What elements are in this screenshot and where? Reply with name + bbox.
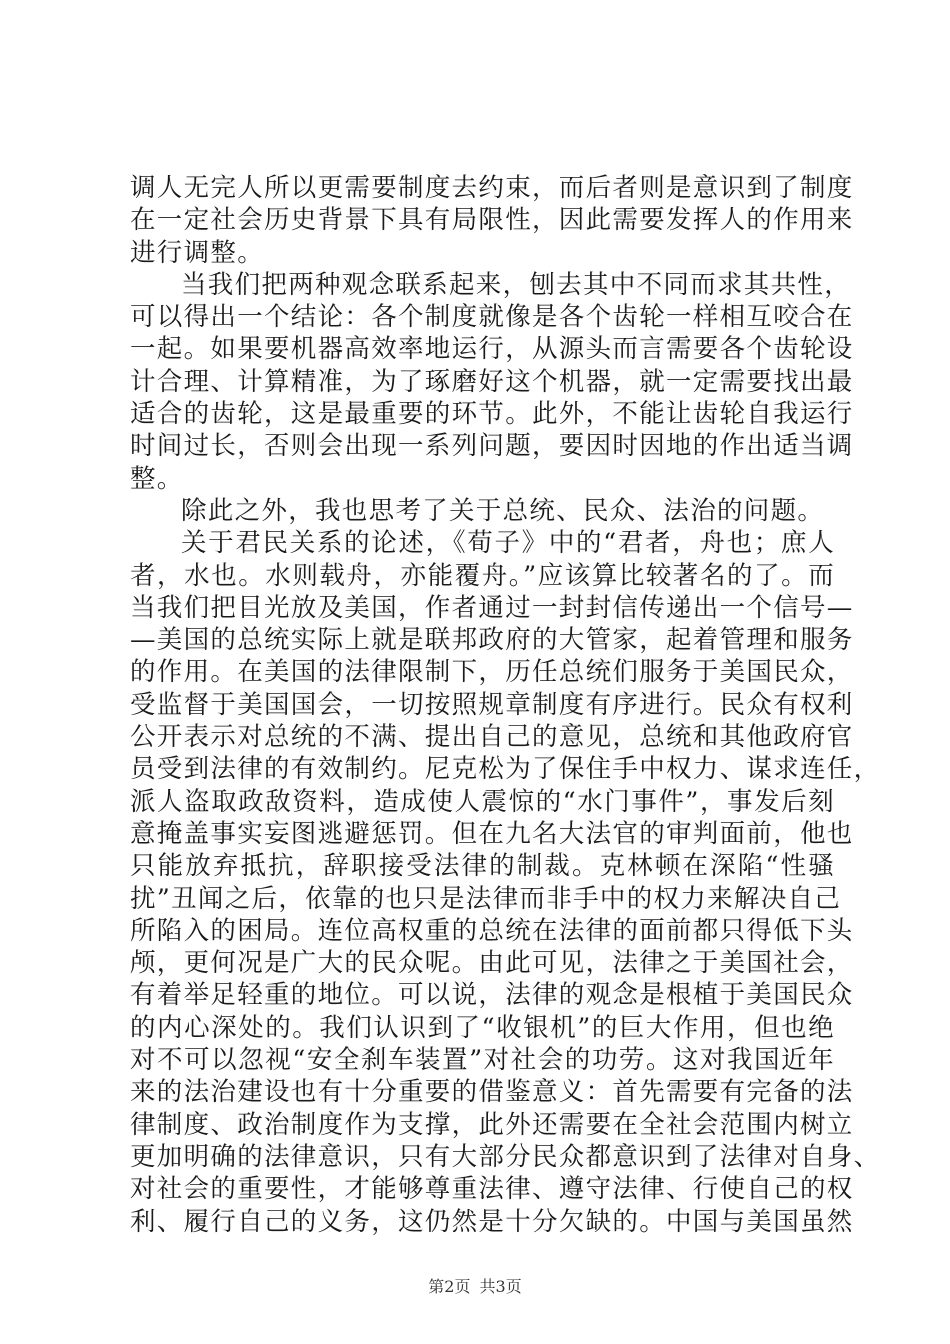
text-line: 可以得出一个结论：各个制度就像是各个齿轮一样相互咬合在	[130, 302, 854, 333]
text-line: 计合理、计算精准，为了琢磨好这个机器，就一定需要找出最	[130, 366, 854, 397]
page-footer	[0, 1274, 950, 1297]
text-line: 的内心深处的。我们认识到了“收银机”的巨大作用，但也绝	[130, 1012, 835, 1043]
text-line: 对社会的重要性，才能够尊重法律、遵守法律、行使自己的权	[130, 1174, 854, 1205]
text-line: 颅，更何况是广大的民众呢。由此可见，法律之于美国社会，	[130, 948, 854, 979]
text-line: 所陷入的困局。连位高权重的总统在法律的面前都只得低下头	[130, 915, 854, 946]
text-line: 扰”丑闻之后，依靠的也只是法律而非手中的权力来解决自己	[130, 883, 842, 914]
text-line: 律制度、政治制度作为支撑，此外还需要在全社会范围内树立	[130, 1109, 854, 1140]
page-number: 第2页	[428, 1277, 471, 1296]
text-line: 员受到法律的有效制约。尼克松为了保住手中权力、谋求连任，	[130, 754, 881, 785]
text-line: 更加明确的法律意识，只有大部分民众都意识到了法律对自身、	[130, 1141, 881, 1172]
paragraph-start-line: 当我们把两种观念联系起来，刨去其中不同而求其共性，	[181, 269, 852, 300]
text-line: 利、履行自己的义务，这仍然是十分欠缺的。中国与美国虽然	[130, 1206, 854, 1237]
text-line: 的作用。在美国的法律限制下，历任总统们服务于美国民众，	[130, 657, 854, 688]
text-line: 整。	[130, 463, 184, 494]
text-line: 进行调整。	[130, 237, 265, 268]
text-line: 一起。如果要机器高效率地运行，从源头而言需要各个齿轮设	[130, 334, 854, 365]
text-line: 对不可以忽视“安全刹车装置”对社会的功劳。这对我国近年	[130, 1045, 835, 1076]
page-total: 共3页	[479, 1277, 522, 1296]
text-line: 在一定社会历史背景下具有局限性，因此需要发挥人的作用来	[130, 205, 854, 236]
text-line: 者，水也。水则载舟，亦能覆舟。”应该算比较著名的了。而	[130, 560, 835, 591]
text-line: 派人盗取政敌资料，造成使人震惊的“水门事件”，事发后刻	[130, 786, 835, 817]
text-line: 适合的齿轮，这是最重要的环节。此外，不能让齿轮自我运行	[130, 399, 854, 430]
text-line: 受监督于美国国会，一切按照规章制度有序进行。民众有权利	[130, 689, 854, 720]
paragraph-start-line: 关于君民关系的论述，《荀子》中的“君者，舟也；庶人	[181, 528, 835, 559]
paragraph-start-line: 除此之外，我也思考了关于总统、民众、法治的问题。	[181, 495, 825, 526]
text-line: 公开表示对总统的不满、提出自己的意见，总统和其他政府官	[130, 722, 854, 753]
text-line: 只能放弃抵抗，辞职接受法律的制裁。克林顿在深陷“性骚	[130, 851, 835, 882]
text-line: 有着举足轻重的地位。可以说，法律的观念是根植于美国民众	[130, 980, 854, 1011]
text-line: —美国的总统实际上就是联邦政府的大管家，起着管理和服务	[130, 625, 854, 656]
text-line: 意掩盖事实妄图逃避惩罚。但在九名大法官的审判面前，他也	[130, 818, 854, 849]
text-line: 时间过长，否则会出现一系列问题，要因时因地的作出适当调	[130, 431, 854, 462]
body-text	[130, 172, 881, 1238]
text-line: 调人无完人所以更需要制度去约束，而后者则是意识到了制度	[130, 173, 854, 203]
text-line: 当我们把目光放及美国，作者通过一封封信传递出一个信号—	[130, 592, 854, 623]
text-line: 来的法治建设也有十分重要的借鉴意义：首先需要有完备的法	[130, 1077, 854, 1108]
